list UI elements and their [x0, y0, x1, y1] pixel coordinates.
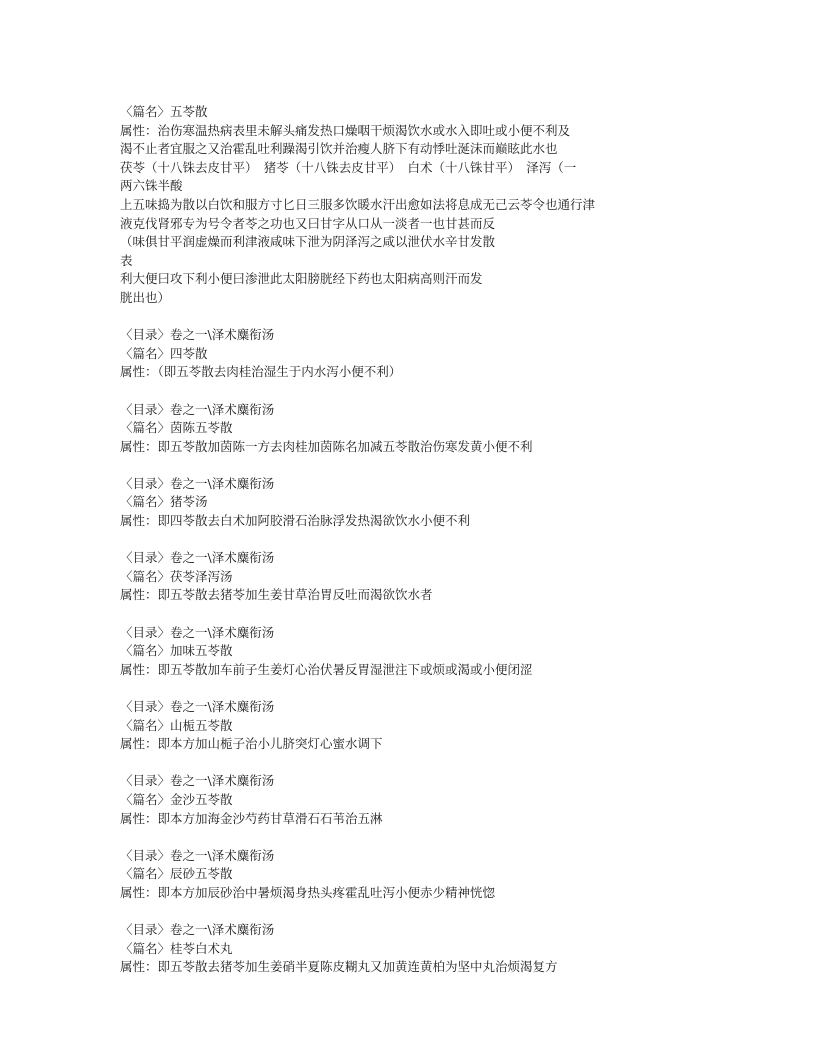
blank-line [120, 308, 680, 327]
text-line: 〈篇名〉茵陈五苓散 [120, 420, 233, 436]
blank-line [120, 382, 680, 401]
text-line: 胱出也） [120, 289, 171, 305]
text-line: 〈目录〉卷之一\泽术麋衔汤 [120, 847, 275, 863]
text-line: （味俱甘平润虚燥而利津液咸味下泄为阴泽泻之咸以泄伏水辛甘发散 [120, 234, 496, 250]
text-line: 〈目录〉卷之一\泽术麋衔汤 [120, 550, 275, 566]
text-line: 〈目录〉卷之一\泽术麋衔汤 [120, 922, 275, 938]
text-line: 〈篇名〉山栀五苓散 [120, 717, 233, 733]
text-line: 属性：即本方加辰砂治中暑烦渴身热头疼霍乱吐泻小便赤少精神恍惚 [120, 884, 496, 900]
text-line: 〈目录〉卷之一\泽术麋衔汤 [120, 401, 275, 417]
text-line: 属性：即本方加山栀子治小儿脐突灯心蜜水调下 [120, 736, 383, 752]
text-line: 〈篇名〉桂苓白术丸 [120, 940, 233, 956]
text-line: 茯苓（十八铢去皮甘平） 猪苓（十八铢去皮甘平） 白术（十八铢甘平） 泽泻（一 [120, 159, 577, 175]
text-line: 上五味捣为散以白饮和服方寸匕日三服多饮暖水汗出愈如法将息成无己云苓令也通行津 [120, 196, 596, 212]
text-line: 〈目录〉卷之一\泽术麋衔汤 [120, 699, 275, 714]
text-line: 〈目录〉卷之一\泽术麋衔汤 [120, 475, 275, 491]
text-line: 属性：即四苓散去白术加阿胶滑石治脉浮发热渴欲饮水小便不利 [120, 513, 471, 529]
text-line: 两六铢半酸 [120, 178, 183, 194]
text-line: 〈篇名〉辰砂五苓散 [120, 866, 233, 882]
text-line: 表 [120, 252, 133, 268]
text-line: 〈目录〉卷之一\泽术麋衔汤 [120, 327, 275, 343]
text-line: 〈篇名〉金沙五苓散 [120, 791, 233, 807]
blank-line [120, 531, 680, 550]
text-line: 〈目录〉卷之一\泽术麋衔汤 [120, 624, 275, 640]
text-line: 〈篇名〉加味五苓散 [120, 643, 233, 659]
blank-line [120, 456, 680, 475]
text-line: 渴不止者宜服之又治霍乱吐利躁渴引饮并治瘦人脐下有动悸吐涎沫而巅眩此水也 [120, 141, 558, 157]
text-line: 属性：即五苓散加车前子生姜灯心治伏暑反胃湿泄注下或烦或渴或小便闭涩 [120, 661, 533, 677]
text-line: 属性：即五苓散加茵陈一方去肉桂加茵陈名加减五苓散治伤寒发黄小便不利 [120, 438, 533, 454]
blank-line [120, 679, 680, 698]
text-line: 〈目录〉卷之一\泽术麋衔汤 [120, 773, 275, 789]
blank-line [120, 828, 680, 847]
text-line: 属性：（即五苓散去肉桂治湿生于内水泻小便不利） [120, 364, 402, 380]
text-line: 液克伐肾邪专为号令者苓之功也又曰甘字从口从一淡者一也甘甚而反 [120, 215, 496, 231]
blank-line [120, 903, 680, 922]
text-line: 属性：治伤寒温热病表里未解头痛发热口燥咽干烦渴饮水或水入即吐或小便不利及 [120, 122, 571, 138]
text-line: 属性：即五苓散去猪苓加生姜甘草治胃反吐而渴欲饮水者 [120, 587, 433, 603]
text-line: 〈篇名〉猪苓汤 [120, 494, 208, 510]
text-line: 〈篇名〉五苓散 [120, 104, 208, 119]
blank-line [120, 605, 680, 624]
blank-line [120, 754, 680, 773]
text-line: 〈篇名〉茯苓泽泻汤 [120, 568, 233, 584]
text-line: 属性：即本方加海金沙芍药甘草滑石石苇治五淋 [120, 810, 383, 826]
text-line: 属性：即五苓散去猪苓加生姜硝半夏陈皮糊丸又加黄连黄柏为坚中丸治烦渴复方 [120, 959, 558, 975]
text-line: 〈篇名〉四苓散 [120, 345, 208, 361]
document-body [120, 103, 680, 977]
text-line: 利大便曰攻下利小便曰渗泄此太阳膀胱经下药也太阳病高则汗而发 [120, 271, 483, 287]
